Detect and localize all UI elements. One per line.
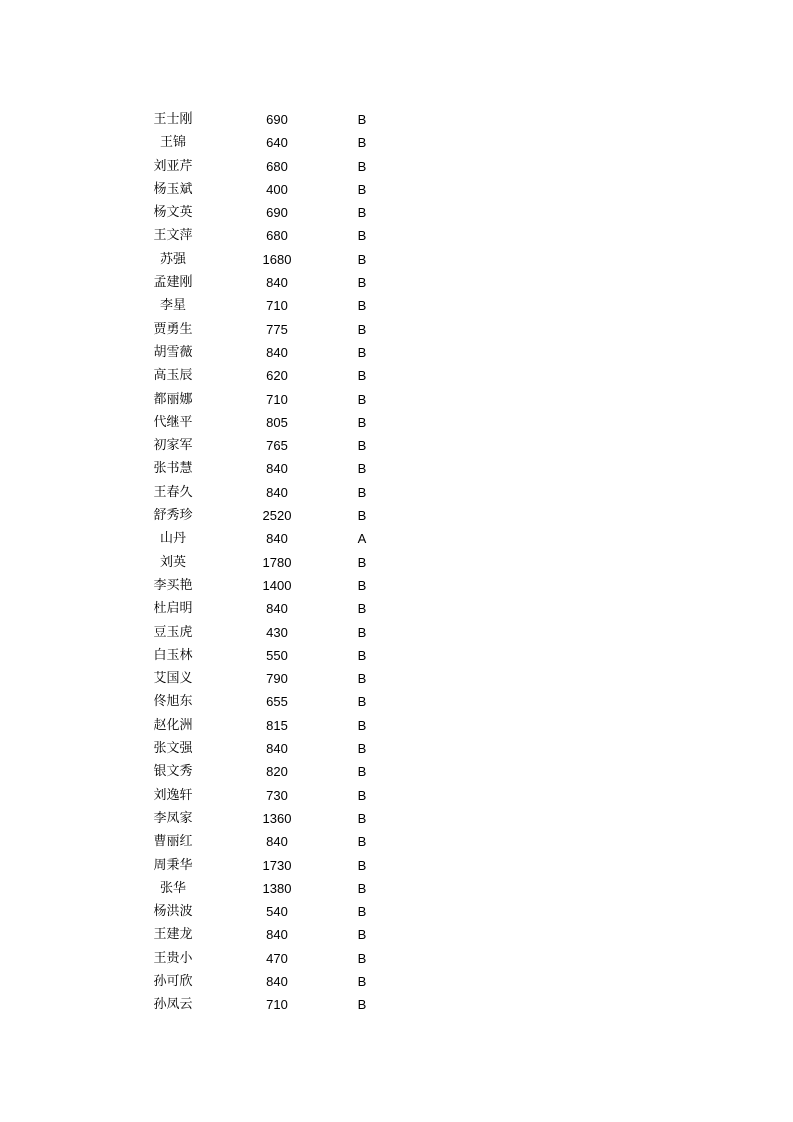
grade-value: B <box>357 158 367 174</box>
person-name: 王建龙 <box>153 927 193 943</box>
amount-value: 680 <box>266 158 288 174</box>
grade-value: B <box>357 741 367 757</box>
amount-value: 815 <box>266 717 288 733</box>
amount-value: 1380 <box>262 880 292 896</box>
grade-value: B <box>357 391 367 407</box>
table-row <box>140 155 400 178</box>
table-row <box>140 108 400 131</box>
table-row <box>140 690 400 713</box>
amount-value: 840 <box>266 834 288 850</box>
table-row <box>140 877 400 900</box>
grade-value: B <box>357 927 367 943</box>
grade-value: B <box>357 344 367 360</box>
amount-value: 430 <box>266 624 288 640</box>
table-row <box>140 597 400 620</box>
person-name: 张书慧 <box>153 461 193 477</box>
table-row <box>140 481 400 504</box>
grade-value: B <box>357 577 367 593</box>
amount-value: 840 <box>266 344 288 360</box>
table-row <box>140 900 400 923</box>
table-row <box>140 830 400 853</box>
person-name: 刘亚芹 <box>153 158 193 174</box>
amount-value: 840 <box>266 973 288 989</box>
table-row <box>140 178 400 201</box>
amount-value: 540 <box>266 904 288 920</box>
amount-value: 820 <box>266 764 288 780</box>
amount-value: 680 <box>266 228 288 244</box>
table-row <box>140 364 400 387</box>
grade-value: B <box>357 624 367 640</box>
table-row <box>140 714 400 737</box>
grade-value: B <box>357 950 367 966</box>
amount-value: 840 <box>266 484 288 500</box>
table-row <box>140 434 400 457</box>
table-row <box>140 667 400 690</box>
table-row <box>140 644 400 667</box>
amount-value: 620 <box>266 368 288 384</box>
grade-value: B <box>357 764 367 780</box>
table-row <box>140 131 400 154</box>
person-name: 胡雪薇 <box>153 344 193 360</box>
amount-value: 2520 <box>262 508 292 524</box>
person-name: 豆玉虎 <box>153 624 193 640</box>
table-row <box>140 760 400 783</box>
table-row <box>140 457 400 480</box>
grade-value: B <box>357 205 367 221</box>
person-name: 初家军 <box>153 438 193 454</box>
grade-value: B <box>357 647 367 663</box>
amount-value: 1780 <box>262 554 292 570</box>
grade-value: B <box>357 810 367 826</box>
table-row <box>140 294 400 317</box>
table-row <box>140 551 400 574</box>
table-row <box>140 318 400 341</box>
person-name: 杨玉斌 <box>153 181 193 197</box>
amount-value: 710 <box>266 391 288 407</box>
table-row <box>140 970 400 993</box>
table-row <box>140 993 400 1016</box>
person-name: 赵化洲 <box>153 717 193 733</box>
amount-value: 765 <box>266 438 288 454</box>
grade-value: B <box>357 112 367 127</box>
person-name: 贾勇生 <box>153 321 193 337</box>
table-row <box>140 224 400 247</box>
amount-value: 1400 <box>262 577 292 593</box>
grade-value: B <box>357 508 367 524</box>
person-name: 王贵小 <box>153 950 193 966</box>
amount-value: 805 <box>266 414 288 430</box>
table-row <box>140 784 400 807</box>
person-name: 孟建刚 <box>153 275 193 291</box>
grade-value: B <box>357 554 367 570</box>
amount-value: 840 <box>266 927 288 943</box>
table-row <box>140 504 400 527</box>
amount-value: 400 <box>266 181 288 197</box>
person-name: 刘英 <box>159 554 186 570</box>
table-row <box>140 737 400 760</box>
table-row <box>140 923 400 946</box>
amount-value: 1730 <box>262 857 292 873</box>
amount-value: 840 <box>266 601 288 617</box>
grade-value: B <box>357 414 367 430</box>
person-name: 高玉辰 <box>153 368 193 384</box>
grade-value: B <box>357 181 367 197</box>
amount-value: 1360 <box>262 810 292 826</box>
person-name: 艾国义 <box>153 671 193 687</box>
amount-value: 840 <box>266 741 288 757</box>
person-name: 张华 <box>159 880 186 896</box>
amount-value: 775 <box>266 321 288 337</box>
table-row <box>140 621 400 644</box>
grade-value: B <box>357 135 367 151</box>
person-name: 佟旭东 <box>153 694 193 710</box>
amount-value: 640 <box>266 135 288 151</box>
grade-value: B <box>357 228 367 244</box>
table-row <box>140 947 400 970</box>
table-row <box>140 807 400 830</box>
person-name: 李凤家 <box>153 810 193 826</box>
person-name: 王春久 <box>153 484 193 500</box>
grade-value: B <box>357 461 367 477</box>
person-name: 王文萍 <box>153 228 193 244</box>
amount-value: 840 <box>266 275 288 291</box>
amount-value: 1680 <box>262 251 292 267</box>
person-name: 李买艳 <box>153 577 193 593</box>
person-name: 代继平 <box>153 414 193 430</box>
amount-value: 730 <box>266 787 288 803</box>
person-name: 张文强 <box>153 741 193 757</box>
person-name: 曹丽红 <box>153 834 193 850</box>
amount-value: 470 <box>266 950 288 966</box>
grade-value: B <box>357 857 367 873</box>
grade-value: B <box>357 694 367 710</box>
amount-value: 710 <box>266 997 288 1013</box>
amount-value: 550 <box>266 647 288 663</box>
person-name: 白玉林 <box>153 647 193 663</box>
person-name: 都丽娜 <box>153 391 193 407</box>
grade-value: B <box>357 787 367 803</box>
grade-value: B <box>357 973 367 989</box>
person-name: 舒秀珍 <box>153 508 193 524</box>
grade-value: B <box>357 251 367 267</box>
person-name: 杨洪波 <box>153 904 193 920</box>
amount-value: 690 <box>266 112 288 127</box>
table-row <box>140 201 400 224</box>
person-name: 王士刚 <box>153 112 193 127</box>
grade-value: B <box>357 904 367 920</box>
amount-value: 710 <box>266 298 288 314</box>
grade-value: B <box>357 484 367 500</box>
amount-value: 840 <box>266 461 288 477</box>
table-row <box>140 271 400 294</box>
table-row <box>140 854 400 877</box>
grade-value: B <box>357 997 367 1013</box>
person-name: 杜启明 <box>153 601 193 617</box>
grade-value: B <box>357 671 367 687</box>
amount-value: 655 <box>266 694 288 710</box>
grade-value: B <box>357 275 367 291</box>
grade-value: B <box>357 368 367 384</box>
grade-value: A <box>357 531 367 547</box>
person-name: 杨文英 <box>153 205 193 221</box>
person-name: 苏强 <box>159 251 186 267</box>
person-name: 李星 <box>159 298 186 314</box>
person-name: 孙可欣 <box>153 973 193 989</box>
grade-value: B <box>357 601 367 617</box>
person-name: 孙凤云 <box>153 997 193 1013</box>
person-name: 银文秀 <box>153 764 193 780</box>
grade-value: B <box>357 834 367 850</box>
grade-value: B <box>357 438 367 454</box>
grade-value: B <box>357 298 367 314</box>
table-row <box>140 574 400 597</box>
table-row <box>140 248 400 271</box>
person-name: 王锦 <box>159 135 186 151</box>
amount-value: 790 <box>266 671 288 687</box>
grade-value: B <box>357 321 367 337</box>
table-row <box>140 411 400 434</box>
person-name: 周秉华 <box>153 857 193 873</box>
person-name: 刘逸轩 <box>153 787 193 803</box>
grade-value: B <box>357 717 367 733</box>
person-name: 山丹 <box>159 531 186 547</box>
amount-value: 690 <box>266 205 288 221</box>
table-row <box>140 388 400 411</box>
records-table <box>140 108 400 1017</box>
grade-value: B <box>357 880 367 896</box>
amount-value: 840 <box>266 531 288 547</box>
table-row <box>140 527 400 550</box>
table-row <box>140 341 400 364</box>
